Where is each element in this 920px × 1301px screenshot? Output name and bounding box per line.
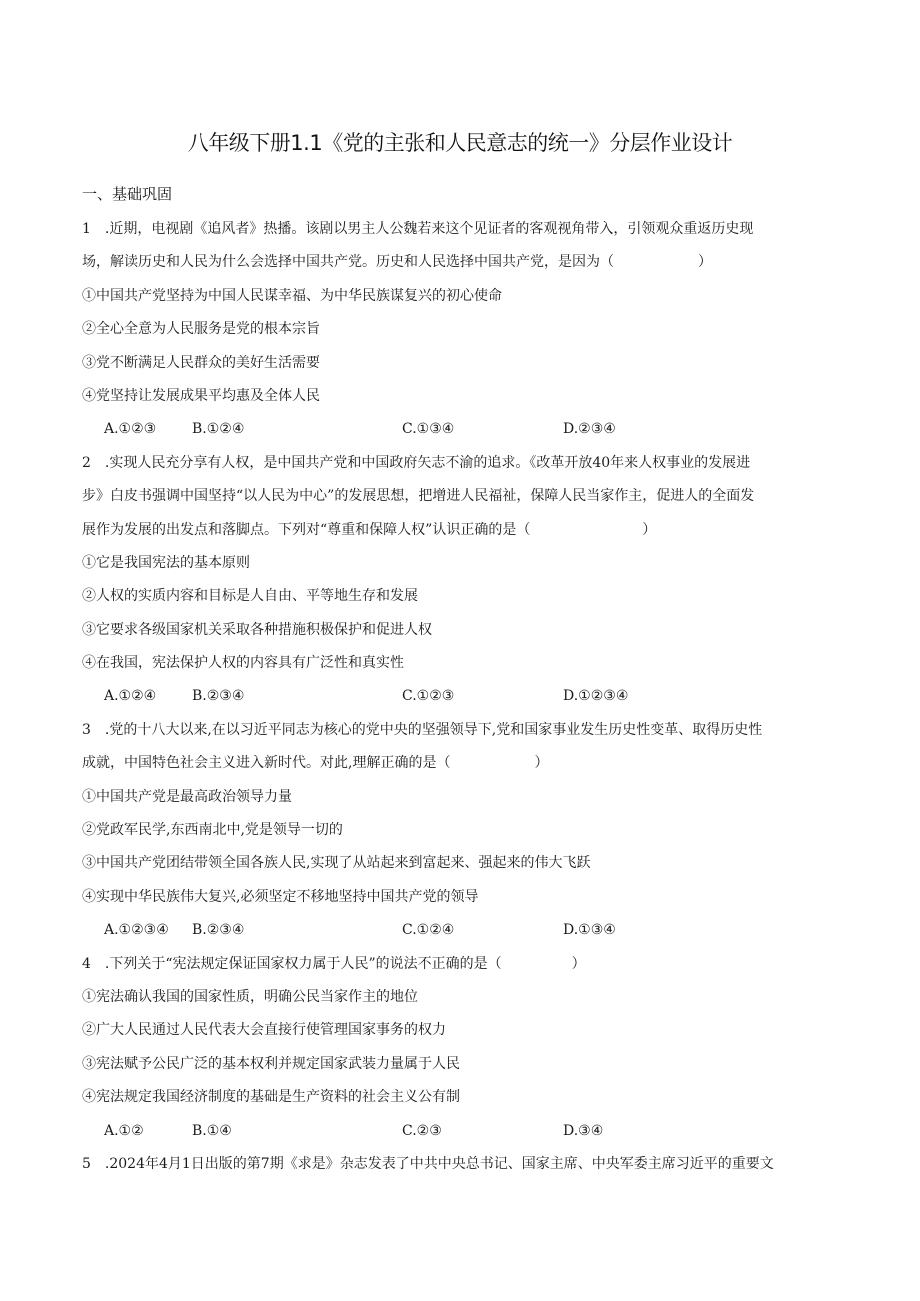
- document-title: 八年级下册1.1《党的主张和人民意志的统一》分层作业设计: [187, 131, 733, 155]
- question-stem-line: 3 .党的十八大以来,在以习近平同志为核心的党中央的坚强领导下,党和国家事业发生历史性变革、取得历史性: [82, 721, 763, 738]
- statement-item: ②全心全意为人民服务是党的根本宗旨: [82, 321, 320, 338]
- statement-item: ④实现中华民族伟大复兴,必须坚定不移地坚持中国共产党的领导: [82, 888, 479, 905]
- statement-item: ③中国共产党团结带领全国各族人民,实现了从站起来到富起来、强起来的伟大飞跃: [82, 855, 591, 872]
- answer-option[interactable]: C.①②③: [402, 688, 455, 705]
- statement-item: ①它是我国宪法的基本原则: [82, 554, 250, 571]
- statement-item: ①中国共产党是最高政治领导力量: [82, 788, 292, 805]
- statement-item: ④在我国，宪法保护人权的内容具有广泛性和真实性: [82, 655, 404, 672]
- answer-option[interactable]: C.①②④: [402, 922, 455, 939]
- answer-options: [82, 416, 842, 449]
- question-stem-line: 1 .近期，电视剧《追风者》热播。该剧以男主人公魏若来这个见证者的客观视角带入，引领观众重返历史现: [82, 221, 754, 237]
- question-stem-line: 4 .下列关于“宪法规定保证国家权力属于人民”的说法不正确的是（ ）: [82, 955, 586, 972]
- question-stem-line: 展作为发展的出发点和落脚点。下列对“尊重和保障人权”认识正确的是（ ）: [82, 521, 657, 538]
- statement-item: ④宪法规定我国经济制度的基础是生产资料的社会主义公有制: [82, 1089, 460, 1106]
- question-4: [82, 951, 842, 1151]
- statement-item: ③党不断满足人民群众的美好生活需要: [82, 354, 320, 371]
- answer-option[interactable]: B.①④: [192, 1122, 232, 1139]
- question-2: [82, 450, 842, 717]
- statement-item: ③它要求各级国家机关采取各种措施积极保护和促进人权: [82, 621, 432, 638]
- statement-item: ③宪法赋予公民广泛的基本权利并规定国家武装力量属于人民: [82, 1055, 460, 1072]
- answer-option[interactable]: A.①②③: [104, 421, 157, 438]
- question-stem-line: 5 .2024年4月1日出版的第7期《求是》杂志发表了中共中央总书记、国家主席、中央军委主席习近平的重要文: [82, 1155, 774, 1172]
- question-3: [82, 717, 842, 951]
- question-stem-line: 场，解读历史和人民为什么会选择中国共产党。历史和人民选择中国共产党，是因为（ ）: [82, 254, 712, 271]
- question-1: [82, 216, 842, 450]
- statement-item: ①中国共产党坚持为中国人民谋幸福、为中华民族谋复兴的初心使命: [82, 287, 502, 304]
- question-list: [82, 216, 842, 1184]
- section-heading: 一、基础巩固: [82, 185, 173, 203]
- statement-item: ④党坚持让发展成果平均惠及全体人民: [82, 387, 320, 404]
- answer-option[interactable]: D.①③④: [563, 922, 616, 939]
- answer-option[interactable]: C.①③④: [402, 421, 455, 438]
- answer-option[interactable]: A.①②: [104, 1122, 144, 1139]
- question-stem-line: 步》白皮书强调中国坚持“以人民为中心”的发展思想，把增进人民福祉，保障人民当家作主，促进人的全面发: [82, 488, 755, 505]
- answer-option[interactable]: D.②③④: [563, 421, 616, 438]
- answer-options: [82, 683, 842, 716]
- answer-option[interactable]: A.①②④: [104, 688, 157, 705]
- question-5: [82, 1151, 842, 1184]
- question-stem-line: 2 .实现人民充分享有人权，是中国共产党和中国政府矢志不渝的追求。《改革开放40年来人权事业的发展进: [82, 454, 751, 471]
- answer-options: [82, 1118, 842, 1151]
- question-stem-line: 成就，中国特色社会主义进入新时代。对此,理解正确的是（ ）: [82, 755, 549, 772]
- statement-item: ②人权的实质内容和目标是人自由、平等地生存和发展: [82, 588, 418, 605]
- answer-option[interactable]: B.②③④: [192, 688, 245, 705]
- answer-option[interactable]: B.②③④: [192, 922, 245, 939]
- answer-option[interactable]: D.③④: [563, 1122, 604, 1139]
- answer-option[interactable]: D.①②③④: [563, 688, 629, 705]
- statement-item: ①宪法确认我国的国家性质，明确公民当家作主的地位: [82, 988, 418, 1005]
- answer-options: [82, 917, 842, 950]
- statement-item: ②广大人民通过人民代表大会直接行使管理国家事务的权力: [82, 1022, 446, 1039]
- statement-item: ②党政军民学,东西南北中,党是领导一切的: [82, 822, 343, 839]
- answer-option[interactable]: B.①②④: [192, 421, 245, 438]
- answer-option[interactable]: A.①②③④: [104, 922, 169, 939]
- answer-option[interactable]: C.②③: [402, 1122, 442, 1139]
